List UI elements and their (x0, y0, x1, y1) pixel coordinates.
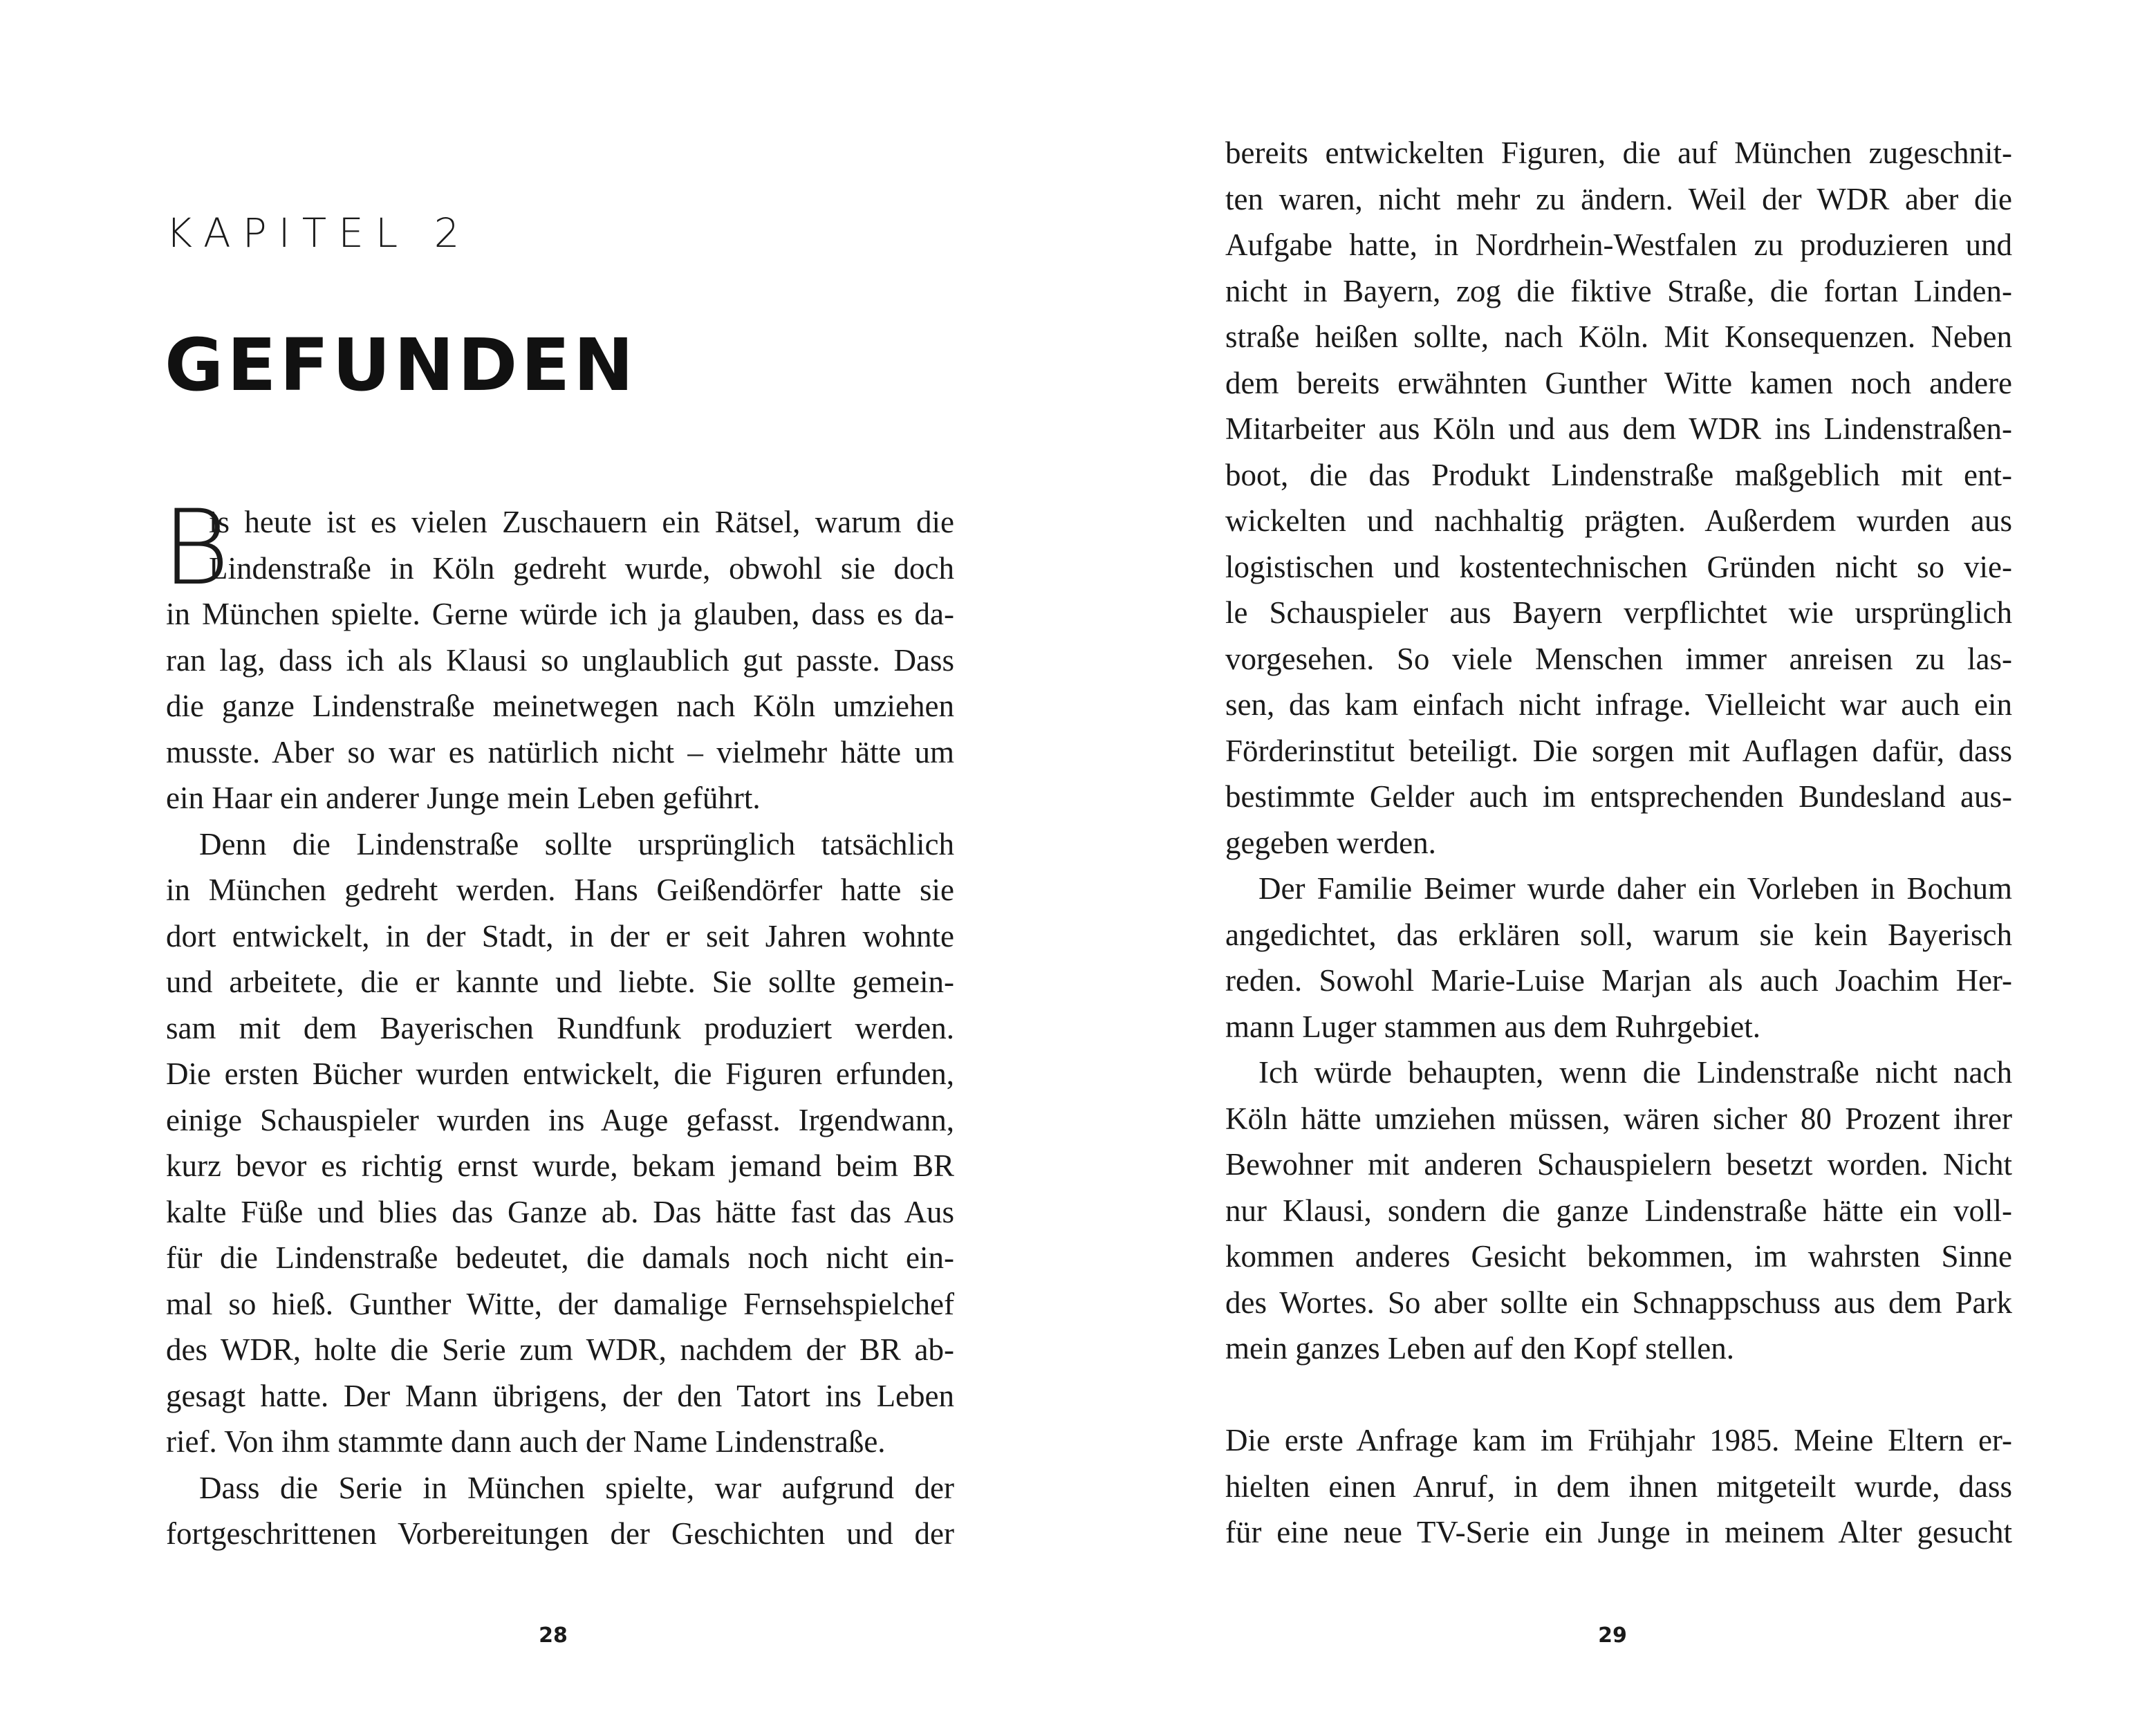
text-line: ten waren, nicht mehr zu ändern. Weil der WDR aber die (1225, 181, 2012, 216)
text-line: logistischen und kostentechnischen Gründen nicht so vie- (1225, 549, 2012, 584)
text-line: Die erste Anfrage kam im Frühjahr 1985. Meine Eltern er- (1225, 1423, 2012, 1457)
text-line: fortgeschrittenen Vorbereitungen der Geschichten und der (166, 1516, 954, 1551)
page-number: 28 (539, 1623, 568, 1648)
text-line: dem bereits erwähnten Gunther Witte kamen noch andere (1225, 365, 2012, 400)
page-number: 29 (1598, 1623, 1627, 1648)
text-line: kommen anderes Gesicht bekommen, im wahrsten Sinne (1225, 1239, 2012, 1274)
right-body-text (1225, 130, 2012, 1556)
text-line: mann Luger stammen aus dem Ruhrgebiet. (1225, 1009, 1760, 1044)
text-line: hielten einen Anruf, in dem ihnen mitgeteilt wurde, dass (1225, 1469, 2012, 1504)
chapter-title: GEFUNDEN (165, 323, 638, 407)
text-line: nicht in Bayern, zog die fiktive Straße, die fortan Linden- (1225, 273, 2012, 308)
text-line: le Schauspieler aus Bayern verpflichtet wie ursprünglich (1225, 595, 2012, 630)
text-line: nur Klausi, sondern die ganze Lindenstraße hätte ein voll- (1225, 1193, 2012, 1228)
text-line: in München gedreht werden. Hans Geißendörfer hatte sie (166, 873, 954, 907)
text-line: des Wortes. So aber sollte ein Schnappschuss aus dem Park (1225, 1285, 2012, 1320)
text-line: Der Familie Beimer wurde daher ein Vorleben in Bochum (1258, 871, 2012, 906)
text-line: angedichtet, das erklären soll, warum sie kein Bayerisch (1225, 917, 2012, 952)
text-line: is heute ist es vielen Zuschauern ein Rätsel, warum die (209, 505, 954, 539)
text-line: reden. Sowohl Marie-Luise Marjan als auch Joachim Her- (1225, 963, 2012, 998)
text-line: die ganze Lindenstraße meinetwegen nach Köln umziehen (166, 689, 954, 723)
text-line: des WDR, holte die Serie zum WDR, nachdem der BR ab- (166, 1332, 954, 1367)
text-line: Mitarbeiter aus Köln und aus dem WDR ins Lindenstraßen- (1225, 411, 2012, 446)
text-line: Ich würde behaupten, wenn die Lindenstraße nicht nach (1258, 1055, 2012, 1090)
text-line: rief. Von ihm stammte dann auch der Name Lindenstraße. (166, 1424, 886, 1459)
text-line: sen, das kam einfach nicht infrage. Vielleicht war auch ein (1225, 687, 2012, 722)
text-line: für eine neue TV-Serie ein Junge in meinem Alter gesucht (1225, 1515, 2012, 1549)
text-line: ran lag, dass ich als Klausi so unglaublich gut passte. Dass (166, 642, 954, 678)
text-line: musste. Aber so war es natürlich nicht – vielmehr hätte um (166, 734, 954, 770)
text-line: einige Schauspieler wurden ins Auge gefasst. Irgendwann, (166, 1102, 954, 1137)
text-line: und arbeitete, die er kannte und liebte. Sie sollte gemein- (166, 965, 954, 999)
text-line: boot, die das Produkt Lindenstraße maßgeblich mit ent- (1225, 457, 2012, 492)
text-line: mal so hieß. Gunther Witte, der damalige Fernsehspielchef (166, 1286, 954, 1321)
text-line: Bewohner mit anderen Schauspielern besetzt worden. Nicht (1225, 1147, 2012, 1182)
text-line: vorgesehen. So viele Menschen immer anreisen zu las- (1225, 641, 2012, 676)
text-line: bestimmte Gelder auch im entsprechenden Bundesland aus- (1225, 779, 2012, 814)
text-line: Aufgabe hatte, in Nordrhein-Westfalen zu produzieren und (1225, 227, 2012, 262)
text-line: wickelten und nachhaltig prägten. Außerdem wurden aus (1225, 503, 2012, 538)
text-line: bereits entwickelten Figuren, die auf München zugeschnit- (1225, 136, 2012, 170)
drop-cap: B (162, 488, 230, 608)
left-body-text (162, 488, 954, 1557)
text-line: Förderinstitut beteiligt. Die sorgen mit Auflagen dafür, dass (1225, 733, 2012, 768)
text-line: Die ersten Bücher wurden entwickelt, die Figuren erfunden, (166, 1056, 954, 1091)
text-line: gesagt hatte. Der Mann übrigens, der den Tatort ins Leben (166, 1378, 954, 1413)
text-line: dort entwickelt, in der Stadt, in der er seit Jahren wohnte (166, 918, 954, 953)
text-line: Köln hätte umziehen müssen, wären sicher 80 Prozent ihrer (1225, 1101, 2012, 1136)
text-line: Lindenstraße in Köln gedreht wurde, obwohl sie doch (209, 550, 954, 586)
text-line: gegeben werden. (1225, 825, 1436, 860)
text-line: straße heißen sollte, nach Köln. Mit Konsequenzen. Neben (1225, 319, 2012, 354)
text-line: mein ganzes Leben auf den Kopf stellen. (1225, 1331, 1734, 1366)
text-line: kurz bevor es richtig ernst wurde, bekam jemand beim BR (166, 1148, 954, 1183)
text-line: für die Lindenstraße bedeutet, die damals noch nicht ein- (166, 1240, 954, 1275)
text-line: sam mit dem Bayerischen Rundfunk produziert werden. (166, 1010, 954, 1045)
right-page (1078, 0, 2156, 1723)
text-line: Dass die Serie in München spielte, war aufgrund der (199, 1470, 954, 1505)
text-line: ein Haar ein anderer Junge mein Leben geführt. (166, 781, 761, 815)
text-line: Denn die Lindenstraße sollte ursprünglich tatsächlich (199, 826, 954, 862)
text-line: in München spielte. Gerne würde ich ja glauben, dass es da- (166, 597, 954, 631)
text-line: kalte Füße und blies das Ganze ab. Das hätte fast das Aus (166, 1194, 954, 1229)
chapter-label: KAPITEL 2 (166, 209, 472, 257)
